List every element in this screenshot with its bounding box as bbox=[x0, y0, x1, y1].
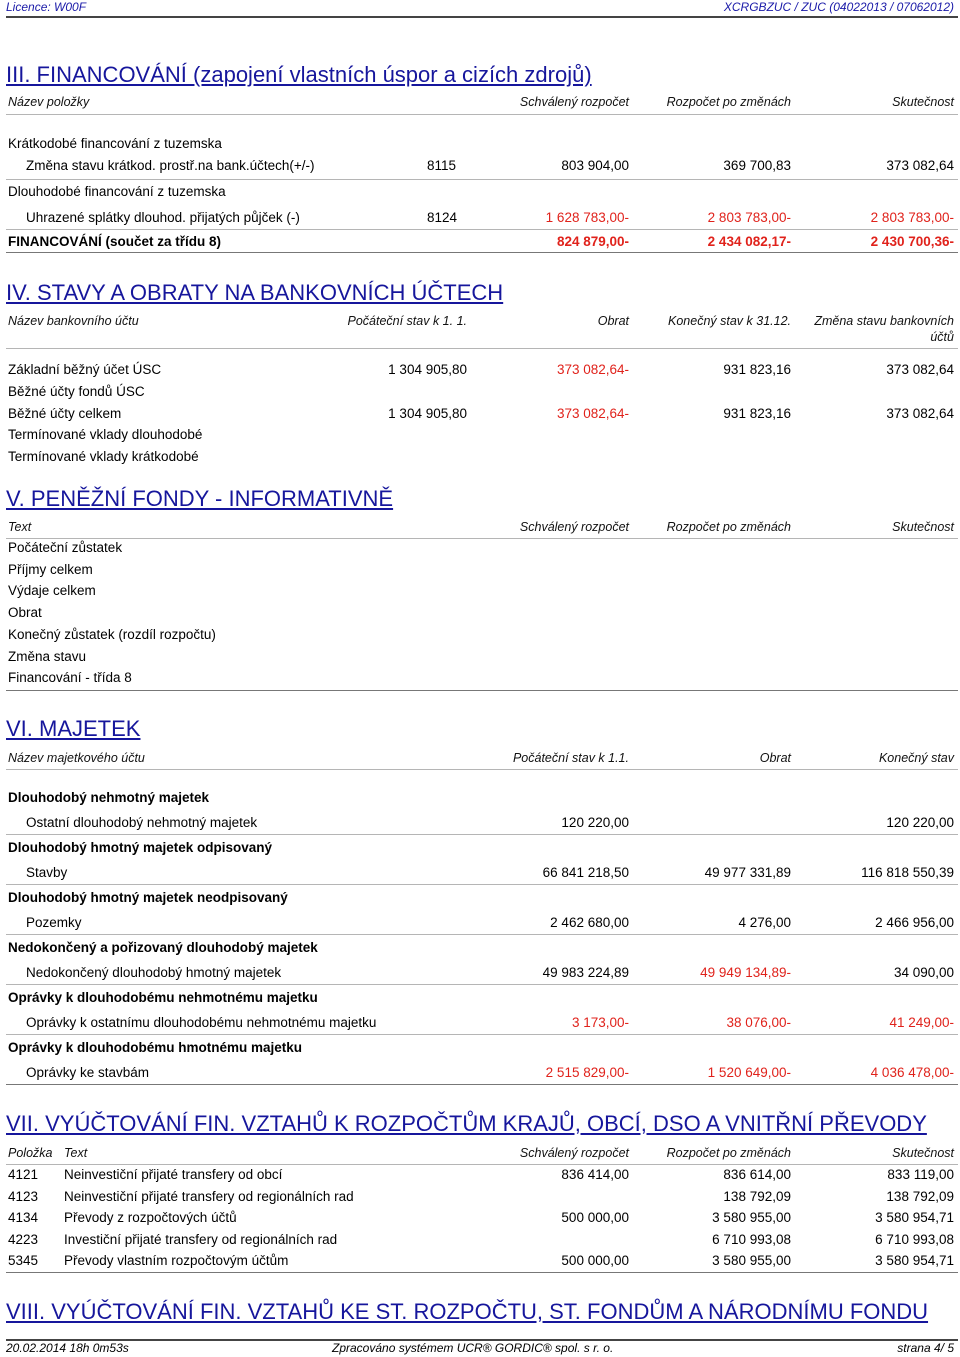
group-label: Krátkodobé financování z tuzemska bbox=[8, 136, 222, 151]
row-label: Oprávky k ostatnímu dlouhodobému nehmotnému majetku bbox=[26, 1015, 377, 1030]
row-value: 49 977 331,89 bbox=[704, 865, 791, 880]
value-approved: 803 904,00 bbox=[561, 158, 629, 173]
col-header-turnover: Obrat bbox=[759, 751, 791, 765]
col-header-text: Text bbox=[8, 520, 32, 534]
value-revised: 369 700,83 bbox=[723, 158, 791, 173]
row-label: Počáteční zůstatek bbox=[8, 540, 123, 555]
divider bbox=[6, 984, 958, 985]
row-value: 931 823,16 bbox=[723, 362, 791, 377]
row-value: 2 515 829,00- bbox=[545, 1065, 629, 1080]
col-header-account: Název bankovního účtu bbox=[8, 314, 139, 328]
divider bbox=[6, 348, 958, 349]
section-v-title: V. PENĚŽNÍ FONDY - INFORMATIVNĚ bbox=[6, 486, 394, 511]
col-header-turnover: Obrat bbox=[597, 314, 629, 328]
row-label: Změna stavu bbox=[8, 648, 87, 664]
row-label: Financování - třída 8 bbox=[8, 670, 132, 686]
row-value: 138 792,09 bbox=[886, 1188, 954, 1204]
divider bbox=[6, 1272, 958, 1273]
row-label: Konečný zůstatek (rozdíl rozpočtu) bbox=[8, 626, 216, 642]
row-value: 38 076,00- bbox=[726, 1015, 791, 1030]
row-value: 373 082,64 bbox=[886, 362, 954, 377]
divider bbox=[6, 538, 958, 539]
row-label: Běžné účty celkem bbox=[8, 405, 122, 421]
page-number: strana 4/ 5 bbox=[897, 1341, 954, 1355]
group-label: Dlouhodobý hmotný majetek odpisovaný bbox=[8, 840, 273, 855]
row-value: 41 249,00- bbox=[889, 1015, 954, 1030]
row-value: 4 276,00 bbox=[738, 915, 791, 930]
row-value: 3 173,00- bbox=[571, 1015, 629, 1030]
row-code: 4223 bbox=[8, 1231, 39, 1247]
row-value: 931 823,16 bbox=[723, 405, 791, 421]
divider bbox=[6, 16, 958, 18]
col-header-initial: Počáteční stav k 1.1. bbox=[512, 751, 629, 765]
processed-by: Zpracováno systémem UCR® GORDIC® spol. s r. o. bbox=[332, 1341, 614, 1355]
value-revised: 2 803 783,00- bbox=[707, 210, 791, 225]
row-value: 49 983 224,89 bbox=[542, 965, 629, 980]
col-header-actual: Skutečnost bbox=[892, 520, 954, 534]
group-label: Oprávky k dlouhodobému nehmotnému majetku bbox=[8, 990, 318, 1005]
divider bbox=[6, 1084, 958, 1085]
value-actual: 2 803 783,00- bbox=[870, 210, 954, 225]
row-label: Neinvestiční přijaté transfery od obcí bbox=[64, 1167, 283, 1182]
row-value: 1 304 905,80 bbox=[388, 362, 467, 377]
row-value: 6 710 993,08 bbox=[875, 1231, 954, 1247]
col-header-name: Název položky bbox=[8, 95, 90, 109]
section-iv-title: IV. STAVY A OBRATY NA BANKOVNÍCH ÚČTECH bbox=[6, 280, 504, 305]
row-value: 836 614,00 bbox=[723, 1167, 791, 1182]
value-actual: 373 082,64 bbox=[886, 158, 954, 173]
row-label: Převody vlastním rozpočtovým účtům bbox=[64, 1253, 289, 1269]
row-value: 3 580 955,00 bbox=[712, 1253, 791, 1269]
row-label: Pozemky bbox=[26, 915, 82, 930]
row-value: 34 090,00 bbox=[893, 965, 954, 980]
row-value: 1 520 649,00- bbox=[707, 1065, 791, 1080]
licence-label: Licence: W00F bbox=[6, 0, 87, 14]
col-header-text: Text bbox=[64, 1146, 88, 1160]
col-header-change-2: účtů bbox=[930, 330, 954, 344]
row-label: Stavby bbox=[26, 865, 68, 880]
row-value: 2 466 956,00 bbox=[875, 915, 954, 930]
total-approved: 824 879,00- bbox=[556, 234, 629, 249]
row-label: Nedokončený dlouhodobý hmotný majetek bbox=[26, 965, 282, 980]
row-label: Neinvestiční přijaté transfery od regionálních rad bbox=[64, 1188, 354, 1204]
row-label: Změna stavu krátkod. prostř.na bank.účtech(+/-) bbox=[26, 158, 315, 173]
value-approved: 1 628 783,00- bbox=[545, 210, 629, 225]
row-value: 66 841 218,50 bbox=[542, 865, 629, 880]
col-header-change: Změna stavu bankovních bbox=[814, 314, 954, 328]
section-vi-title: VI. MAJETEK bbox=[6, 716, 141, 741]
row-value: 120 220,00 bbox=[886, 815, 954, 830]
divider bbox=[6, 252, 958, 253]
row-label: Oprávky ke stavbám bbox=[26, 1065, 150, 1080]
divider bbox=[6, 114, 958, 115]
col-header-revised: Rozpočet po změnách bbox=[666, 1146, 791, 1160]
row-value: 2 462 680,00 bbox=[550, 915, 629, 930]
total-label: FINANCOVÁNÍ (součet za třídu 8) bbox=[8, 234, 222, 249]
row-label: Investiční přijaté transfery od regionálních rad bbox=[64, 1231, 338, 1247]
col-header-asset-account: Název majetkového účtu bbox=[8, 751, 145, 765]
row-value: 500 000,00 bbox=[561, 1253, 629, 1269]
row-code: 8115 bbox=[427, 158, 457, 173]
document-code: XCRGBZUC / ZUC (04022013 / 07062012) bbox=[723, 0, 954, 14]
row-value: 1 304 905,80 bbox=[388, 405, 467, 421]
group-label: Dlouhodobý nehmotný majetek bbox=[8, 790, 210, 805]
divider bbox=[6, 834, 958, 835]
col-header-actual: Skutečnost bbox=[892, 95, 954, 109]
row-value: 3 580 955,00 bbox=[712, 1210, 791, 1226]
row-value: 116 818 550,39 bbox=[861, 865, 954, 880]
row-label: Obrat bbox=[8, 605, 42, 621]
divider bbox=[6, 884, 958, 885]
row-code: 8124 bbox=[427, 210, 458, 225]
row-code: 4121 bbox=[8, 1167, 39, 1182]
row-value: 6 710 993,08 bbox=[712, 1231, 791, 1247]
row-value: 138 792,09 bbox=[723, 1188, 791, 1204]
row-label: Termínované vklady dlouhodobé bbox=[8, 427, 203, 443]
col-header-approved: Schválený rozpočet bbox=[519, 95, 629, 109]
row-value: 833 119,00 bbox=[887, 1167, 954, 1182]
row-code: 4123 bbox=[8, 1188, 39, 1204]
row-value: 120 220,00 bbox=[561, 815, 629, 830]
group-label: Dlouhodobé financování z tuzemska bbox=[8, 184, 226, 199]
group-label: Dlouhodobý hmotný majetek neodpisovaný bbox=[8, 890, 288, 905]
row-code: 4134 bbox=[8, 1210, 39, 1226]
col-header-actual: Skutečnost bbox=[892, 1146, 954, 1160]
col-header-final: Konečný stav bbox=[878, 751, 954, 765]
row-value: 3 580 954,71 bbox=[875, 1253, 954, 1269]
row-label: Běžné účty fondů ÚSC bbox=[8, 383, 145, 399]
divider bbox=[6, 769, 958, 770]
col-header-approved: Schválený rozpočet bbox=[519, 1146, 629, 1160]
col-header-initial: Počáteční stav k 1. 1. bbox=[347, 314, 467, 328]
row-label: Základní běžný účet ÚSC bbox=[8, 362, 162, 377]
row-value: 49 949 134,89- bbox=[700, 965, 791, 980]
row-value: 373 082,64- bbox=[556, 405, 629, 421]
col-header-revised: Rozpočet po změnách bbox=[666, 520, 791, 534]
divider bbox=[6, 229, 958, 230]
section-vii-title: VII. VYÚČTOVÁNÍ FIN. VZTAHŮ K ROZPOČTŮM KRAJŮ, OBCÍ, DSO A VNITŘNÍ PŘEVODY bbox=[6, 1111, 927, 1136]
divider bbox=[6, 179, 958, 180]
row-value: 373 082,64 bbox=[886, 405, 954, 421]
row-value: 836 414,00 bbox=[561, 1167, 629, 1182]
col-header-revised: Rozpočet po změnách bbox=[666, 95, 791, 109]
row-label: Termínované vklady krátkodobé bbox=[8, 449, 199, 465]
row-label: Uhrazené splátky dlouhod. přijatých půjček (-) bbox=[26, 210, 300, 225]
col-header-item: Položka bbox=[8, 1146, 53, 1160]
divider bbox=[6, 934, 958, 935]
section-iii-title: III. FINANCOVÁNÍ (zapojení vlastních úspor a cizích zdrojů) bbox=[6, 62, 592, 87]
total-actual: 2 430 700,36- bbox=[870, 234, 954, 249]
group-label: Oprávky k dlouhodobému hmotnému majetku bbox=[8, 1040, 303, 1055]
col-header-final: Konečný stav k 31.12. bbox=[668, 314, 791, 328]
row-value: 4 036 478,00- bbox=[870, 1065, 954, 1080]
row-label: Převody z rozpočtových účtů bbox=[64, 1210, 237, 1226]
row-code: 5345 bbox=[8, 1253, 39, 1269]
divider bbox=[6, 1164, 958, 1165]
print-date: 20.02.2014 18h 0m53s bbox=[6, 1341, 129, 1355]
row-value: 373 082,64- bbox=[556, 362, 629, 377]
divider bbox=[6, 1034, 958, 1035]
group-label: Nedokončený a pořizovaný dlouhodobý majetek bbox=[8, 940, 318, 955]
row-label: Ostatní dlouhodobý nehmotný majetek bbox=[26, 815, 258, 830]
row-label: Výdaje celkem bbox=[8, 583, 96, 599]
divider bbox=[6, 690, 958, 691]
total-revised: 2 434 082,17- bbox=[707, 234, 791, 249]
section-viii-title: VIII. VYÚČTOVÁNÍ FIN. VZTAHŮ KE ST. ROZPOČTU, ST. FONDŮM A NÁRODNÍMU FONDU bbox=[6, 1299, 929, 1324]
row-label: Příjmy celkem bbox=[8, 561, 93, 577]
row-value: 500 000,00 bbox=[561, 1210, 629, 1226]
row-value: 3 580 954,71 bbox=[875, 1210, 954, 1226]
col-header-approved: Schválený rozpočet bbox=[519, 520, 629, 534]
